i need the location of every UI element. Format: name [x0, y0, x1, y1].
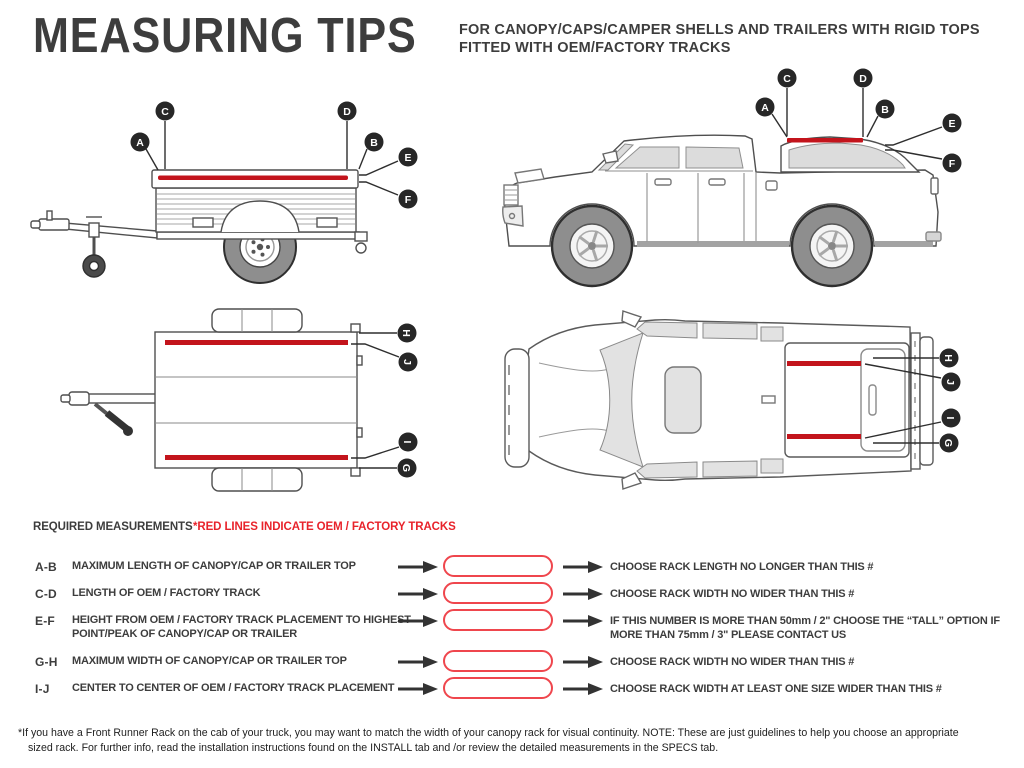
diagram-trailer-side-view	[25, 90, 435, 295]
diagram-trailer-top-view	[25, 300, 445, 500]
oem-track-line-truck-top-left	[787, 361, 861, 366]
measurement-code: E-F	[35, 614, 55, 628]
measurement-value-field[interactable]	[443, 677, 553, 699]
measurement-value-field[interactable]	[443, 582, 553, 604]
measurement-description: MAXIMUM LENGTH OF CANOPY/CAP OR TRAILER TOP	[72, 560, 356, 572]
oem-track-line-top-right	[165, 455, 348, 460]
subtitle-line-1: FOR CANOPY/CAPS/CAMPER SHELLS AND TRAILERS WITH RIGID TOPS	[459, 22, 980, 38]
page-subtitle	[459, 22, 980, 57]
measurement-code: I-J	[35, 682, 50, 696]
arrow-right-icon	[398, 588, 438, 600]
callout-h-label: H	[400, 329, 413, 337]
measurement-value-field[interactable]	[443, 555, 553, 577]
callout-a-label: A	[136, 136, 144, 149]
callout-f-label: F	[404, 193, 412, 206]
callout-e-label: E	[404, 151, 412, 164]
callout-f	[399, 190, 418, 209]
measurement-description: LENGTH OF OEM / FACTORY TRACK	[72, 587, 261, 599]
callout-i	[399, 433, 418, 452]
callout-e-label: E	[948, 117, 956, 130]
callout-c-label: C	[783, 72, 791, 85]
callout-j	[942, 373, 961, 392]
oem-track-line-truck-top-right	[787, 434, 861, 439]
trailer-top-drawing	[61, 309, 362, 491]
callout-a-label: A	[761, 101, 769, 114]
callout-h	[398, 324, 417, 343]
callout-g-label: G	[400, 463, 413, 473]
measurement-description: CENTER TO CENTER OF OEM / FACTORY TRACK PLACEMENT	[72, 682, 395, 694]
red-lines-legend-note: *RED LINES INDICATE OEM / FACTORY TRACKS	[193, 521, 456, 533]
subtitle-line-2: FITTED WITH OEM/FACTORY TRACKS	[459, 39, 731, 56]
measurement-instruction: CHOOSE RACK WIDTH AT LEAST ONE SIZE WIDER THAN THIS #	[610, 683, 942, 695]
callout-g	[398, 459, 417, 478]
callout-i-label: I	[944, 416, 957, 420]
callout-c	[778, 69, 797, 88]
callout-d	[854, 69, 873, 88]
callout-h	[940, 349, 959, 368]
truck-side-drawing	[503, 135, 941, 286]
callout-e	[943, 114, 962, 133]
arrow-right-icon	[563, 561, 603, 573]
callout-a	[131, 133, 150, 152]
measurement-value-field[interactable]	[443, 650, 553, 672]
callout-g-label: G	[942, 438, 955, 448]
arrow-right-icon	[398, 615, 438, 627]
callout-c-label: C	[161, 105, 169, 118]
oem-track-line-canopy-side	[787, 138, 863, 143]
callout-f	[943, 154, 962, 173]
footnote	[18, 726, 959, 756]
callout-i	[942, 409, 961, 428]
callout-j	[399, 353, 418, 372]
callout-b-label: B	[881, 103, 889, 116]
truck-top-drawing	[505, 311, 933, 489]
callout-g	[940, 434, 959, 453]
measurement-code: C-D	[35, 587, 57, 601]
arrow-right-icon	[398, 656, 438, 668]
callout-a	[756, 98, 775, 117]
measurement-code: A-B	[35, 560, 57, 574]
arrow-right-icon	[398, 561, 438, 573]
oem-track-line-top-left	[165, 340, 348, 345]
callout-d-label: D	[859, 72, 867, 85]
oem-track-line-side	[158, 176, 348, 181]
measurement-instruction: CHOOSE RACK WIDTH NO WIDER THAN THIS #	[610, 588, 855, 600]
truck-top-callouts	[940, 349, 961, 453]
callout-j-label: J	[944, 379, 957, 385]
measurement-instruction: CHOOSE RACK LENGTH NO LONGER THAN THIS #	[610, 561, 874, 573]
callout-d-label: D	[343, 105, 351, 118]
footnote-line-1: *If you have a Front Runner Rack on the cab of your truck, you may want to match the width of your canopy rack for visual continuity. NOTE: These are just guidelines to help you choose an appropriate	[18, 727, 959, 739]
measurement-row-ef	[0, 614, 1024, 644]
arrow-right-icon	[563, 615, 603, 627]
callout-b	[365, 133, 384, 152]
diagram-truck-side-view	[495, 60, 965, 290]
footnote-line-2: sized rack. For further info, read the installation instructions found on the INSTALL tab and /or review the detailed measurements in the SPECS tab.	[28, 742, 719, 754]
required-measurements-title: REQUIRED MEASUREMENTS	[33, 521, 193, 533]
measurement-row-ij	[0, 682, 1024, 712]
callout-i-label: I	[401, 440, 414, 444]
measurement-instruction: CHOOSE RACK WIDTH NO WIDER THAN THIS #	[610, 656, 855, 668]
measurement-description: HEIGHT FROM OEM / FACTORY TRACK PLACEMENT TO HIGHEST POINT/PEAK OF CANOPY/CAP OR TRAILER	[72, 614, 411, 640]
arrow-right-icon	[563, 656, 603, 668]
arrow-right-icon	[398, 683, 438, 695]
arrow-right-icon	[563, 683, 603, 695]
measurement-value-field[interactable]	[443, 609, 553, 631]
callout-j-label: J	[401, 359, 414, 365]
callout-c	[156, 102, 175, 121]
page-title: MEASURING TIPS	[33, 9, 417, 63]
callout-b-label: B	[370, 136, 378, 149]
arrow-right-icon	[563, 588, 603, 600]
callout-f-label: F	[948, 157, 956, 170]
trailer-top-callout-leaders	[351, 333, 399, 468]
callout-e	[399, 148, 418, 167]
callout-h-label: H	[942, 354, 955, 362]
callout-b	[876, 100, 895, 119]
measurement-code: G-H	[35, 655, 58, 669]
trailer-side-drawing	[31, 170, 367, 283]
trailer-top-callouts	[398, 324, 418, 478]
callout-d	[338, 102, 357, 121]
measurement-description: MAXIMUM WIDTH OF CANOPY/CAP OR TRAILER TOP	[72, 655, 347, 667]
diagram-truck-top-view	[495, 305, 965, 495]
measurement-instruction: IF THIS NUMBER IS MORE THAN 50mm / 2" CHOOSE THE “TALL” OPTION IF MORE THAN 75mm / 3" PLEASE CONTACT US	[610, 615, 1000, 641]
